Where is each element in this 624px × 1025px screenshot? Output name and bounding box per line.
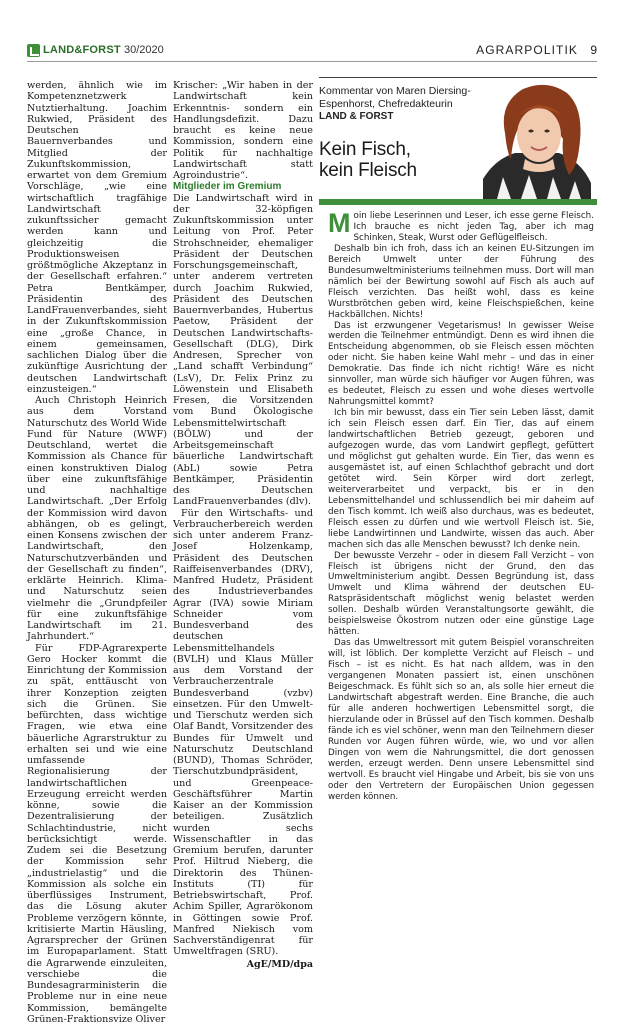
- commentary-text: [328, 211, 594, 802]
- commentary-box: [319, 77, 597, 850]
- commentary-paragraph: Das ist erzwungener Vegetarismus! In gewisser Weise werden die Teilnehmer entmündigt. Denn es wird ihnen die Entscheidung abgenommen, ob sie Fleisch essen möchten oder nicht. Sie haben keine Wahl mehr – und das in einer Demokratie. Das finde ich nicht richtig! Wäre es nicht sinnvoller, man würde sich häufiger vor Augen führen, was es bedeutet, Fleisch zu essen und wohe dieses wertvolle Nahrungsmittel kommt?: [328, 321, 594, 409]
- commentary-paragraph: Der bewusste Verzehr – oder in diesem Fall Verzicht – von Fleisch ist übrigens nicht der Grund, den das Umweltministerium angibt. Dessen Begründung ist, dass Umwelt und Klima während der deutschen EU-Ratspräsidentschaft möglichst wenig belastet werden sollen. Deshalb würden Veranstaltungsorte gewählt, die beispielsweise Ökostrom nutzen oder eine günstige Lage hätten.: [328, 551, 594, 639]
- brand-name: LAND&FORST: [43, 44, 121, 56]
- portrait-image: [477, 79, 597, 199]
- header-divider: [27, 61, 597, 62]
- issue-number: 30/2020: [124, 44, 164, 56]
- article-credit: AgE/MD/dpa: [173, 959, 313, 970]
- article-paragraph: Für den Wirtschafts- und Verbraucherbereich werden sich unter anderem Franz-Josef Holzenkamp, Präsident des Deutschen Raiffeisenverbandes (DRV), Manfred Hudetz, Präsident des Industrieverbandes Agrar (IVA) sowie Miriam Schneider vom Bundesverband des deutschen Lebensmittelhandels (BVLH) und Klaus Müller aus dem Vorstand der Verbraucherzentrale Bundesverband (vzbv) einsetzen. Für den Umwelt- und Tierschutz werden sich Olaf Bandt, Vorsitzender des Bundes für Umwelt und Naturschutz Deutschland (BUND), Thomas Schröder, Tierschutzbundpräsident, und Greenpeace-Geschäftsführer Martin Kaiser an der Kommission beteiligen. Zusätzlich wurden sechs Wissenschaftler in das Gremium berufen, darunter Prof. Hiltrud Nieberg, die Direktorin des Thünen-Instituts (TI) für Betriebswirtschaft, Prof. Achim Spiller, Agrarökonom in Göttingen sowie Prof. Manfred Niekisch vom Sachverständigenrat für Umweltfragen (SRU).: [173, 508, 313, 958]
- article-column-2: [173, 80, 313, 970]
- commentary-top-rule: [319, 77, 597, 78]
- commentary-byline: [319, 85, 477, 124]
- article-paragraph: Die Landwirtschaft wird in der 32-köpfigen Zukunftskommission unter Leitung von Prof. Peter Strohschneider, ehemaliger Präsident der Deutschen Forschungsgemeinschaft, unter anderem vertreten durch Joachim Rukwied, Präsident des Deutschen Bauernverbandes, Hubertus Paetow, Präsident der Deutschen Landwirtschafts-Gesellschaft (DLG), Dirk Andresen, Sprecher von „Land schafft Verbindung“ (LsV), Dr. Felix Prinz zu Löwenstein und Elisabeth Fresen, die Vorsitzenden vom Bund Ökologische Lebensmittelwirtschaft (BÖLW) und der Arbeitsgemeinschaft bäuerliche Landwirtschaft (AbL) sowie Petra Bentkämper, Präsidentin des Deutschen LandFrauenverbandes (dlv).: [173, 193, 313, 508]
- brand-logo-icon: [27, 44, 40, 57]
- section-title: AGRARPOLITIK: [476, 43, 578, 57]
- headline-line-1: Kein Fisch,: [319, 139, 411, 160]
- commentary-paragraph: Ich bin mir bewusst, dass ein Tier sein Leben lässt, damit ich sein Fleisch essen darf. Ein Tier, das auf einem landwirtschaftlichen Betrieb gezeugt, geboren und aufgezogen wurde, das vom Landwirt gepflegt, gefüttert und möglichst gut gehalten wurde. Ein Tier, das wenn es ausgemästet ist, auf einen Schlachthof gebracht und dort getötet wird. Sein Körper wird dort zerlegt, weiterverarbeitet und verpackt, bis er in den Lebensmittelhandel und schlussendlich bei mir daheim auf den Tisch kommt. Ich weiß also durchaus, was es bedeutet, Fleisch essen zu dürfen und wie wertvoll Fleisch ist. Sie, liebe Landwirtinnen und Landwirte, wissen das auch. Aber machen sich das alle Menschen bewusst? Ich denke nein.: [328, 408, 594, 550]
- commentary-paragraph: Deshalb bin ich froh, dass ich an keinen EU-Sitzungen im Bereich Umwelt unter der Führung des Bundesumweltministeriums teilnehmen muss. Dort will man nämlich bei der Bewirtung sowohl auf Fisch als auch auf Fleisch verzichten. Das heißt wohl, dass es keine Wurstbrötchen geben wird, keine Fleischspießchen, keine Hackbällchen. Nichts!: [328, 244, 594, 321]
- commentary-headline: [319, 139, 489, 181]
- article-paragraph: Krischer: „Wir haben in der Landwirtschaft kein Erkenntnis- sondern ein Handlungsdefizit. Dazu braucht es keine neue Kommission, sondern eine Politik für nachhaltige Landwirtschaft statt Agroindustrie“.: [173, 80, 313, 181]
- article-paragraph: Auch Christoph Heinrich aus dem Vorstand Naturschutz des World Wide Fund für Nature (WWF) Deutschland, wertet die Kommission als Chance für einen konstruktiven Dialog über eine zukunftsfähige und nachhaltige Landwirtschaft. „Der Erfolg der Kommission wird davon abhängen, ob es gelingt, einen Konsens zwischen der Landwirtschaft, den Naturschutzverbänden und der Gesellschaft zu finden“, erklärte Heinrich. Klima- und Naturschutz seien vielmehr die „Grundpfeiler für eine zukunftsfähige Landwirtschaft im 21. Jahrhundert.“: [27, 395, 167, 643]
- headline-line-2: kein Fleisch: [319, 160, 417, 181]
- commentary-paragraph: [328, 211, 594, 244]
- byline-outlet: LAND & FORST: [319, 111, 393, 122]
- page-header: [0, 0, 624, 66]
- byline-author: Kommentar von Maren Diersing-Espenhorst, Chefredakteurin: [319, 85, 471, 110]
- first-paragraph-text: oin liebe Leserinnen und Leser, ich esse gerne Fleisch. Ich brauche es nicht jeden Tag, aber ich mag Schinken, Steak, Wurst oder Geflügelfleisch.: [354, 211, 595, 243]
- drop-cap: M: [328, 212, 351, 234]
- article-column-1: [27, 80, 167, 1025]
- commentary-paragraph: Das das Umweltressort mit gutem Beispiel voranschreiten will, ist löblich. Der komplette Verzicht auf Fleisch – und Fisch – ist es nicht. Es hat nach alldem, was in den vergangenen Monaten passiert ist, einen unschönen Beigeschmack. Es fühlt sich so an, als solle hier erneut die Landwirtschaft abgestraft werden. Eine Branche, die auch für alle anderen hochwertigen Lebensmittel sorgt, die hierzulande oder in Brüssel auf den Tisch kommen. Deshalb fände ich es viel schöner, wenn man den Teilnehmern dieser Runden vor Augen führen würde, wie, wo und vor allen Dingen von wem die Nahrungsmittel, die dort genossen werden, erzeugt werden. Denn unsere Lebensmittel sind wertvoll. Es braucht viel Hingabe und Arbeit, bis sie von uns oder den Vertretern der Europäischen Union gegessen werden können.: [328, 638, 594, 802]
- commentary-accent-bar: [319, 199, 597, 205]
- author-portrait: [477, 79, 597, 199]
- article-paragraph: werden, ähnlich wie im Kompetenznetzwerk Nutztierhaltung. Joachim Rukwied, Präsident des Deutschen Bauernverbandes und Mitglied der Zukunftskommission, erwartet von dem Gremium Vorschläge, „wie eine wirtschaftlich tragfähige Landwirtschaft zukunftssicher gemacht werden kann und gleichzeitig die Produktionsweisen größtmögliche Akzeptanz in der Gesellschaft erfahren.“ Petra Bentkämper, Präsidentin des LandFrauenverbandes, sieht in der Zukunftskommission eine „große Chance, in einem gemeinsamen, sachlichen Dialog über die zukünftige Ausrichtung der deutschen Landwirtschaft einzusteigen.“: [27, 80, 167, 395]
- page-number: 9: [590, 43, 597, 57]
- article-subhead: Mitglieder im Gremium: [173, 181, 313, 192]
- article-paragraph: Für FDP-Agrarexperte Gero Hocker kommt die Einrichtung der Kommission zu spät, enttäuscht von ihrer Konzeption zeigten sich die Grünen. Sie befürchten, dass wichtige Fragen, wie etwa eine bäuerliche Agrarstruktur zu erhalten sei und wie eine umfassende Regionalisierung der landwirtschaftlichen Erzeugung erreicht werden könne, sowie die Dezentralisierung der Schlachtindustrie, nicht berücksichtigt werde. Zudem sei die Besetzung der Kommission sehr „industrielastig“ und die Kommission als solche ein überflüssiges Instrument, das die Lösung akuter Probleme verzögern könnte, kritisierte Martin Häusling, Agrarsprecher der Grünen im Europaparlament. Statt die Agrarwende einzuleiten, verschiebe die Bundesagrarministerin die Probleme nur in eine neue Kommission, bemängelte Grünen-Fraktionsvize Oliver: [27, 643, 167, 1025]
